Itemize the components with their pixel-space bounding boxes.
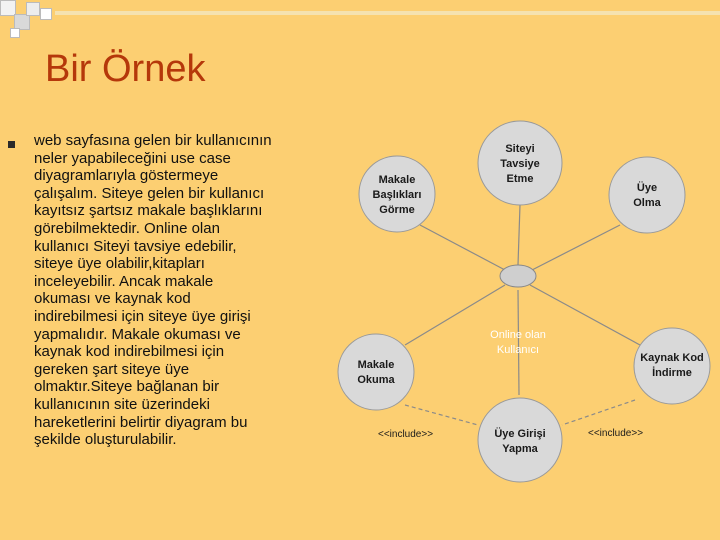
line-to-tavsiye [518,205,520,265]
usecase-okuma-l2: Okuma [357,374,395,386]
slide-title: Bir Örnek [45,48,206,90]
usecase-kaynak-kod [634,328,710,404]
line-to-basliklar [420,225,505,270]
usecase-kaynak-l1: Kaynak Kod [640,352,704,364]
usecase-tavsiye-l2: Tavsiye [500,158,540,170]
bullet-text: web sayfasına gelen bir kullanıcının neler yapabileceğini use case diyagramlarıyla göstermeye çalışalım. Siteye gelen bir kullanıcı kayıtsız şartsız makale başlıklarını görebilmektedir. Online olan kullanıcı Siteyi tavsiye edebilir, siteye üye olabilir,kitapları inceleyebilir. Ancak makale okuması ve kaynak kod indirebilmesi için siteye üye girişi yapmalıdır. Makale okuması ve kaynak kod indirebilmesi için gereken şart siteye üye olmaktır.Siteye bağlanan bir kullanıcının site üzerindeki hareketlerini belirtir diyagram bu şekilde oluşturulabilir. [34,132,272,449]
actor-label-line1: Online olan [490,329,546,341]
usecase-uye-girisi [478,398,562,482]
usecase-okuma-l1: Makale [357,359,395,371]
usecase-giris-l2: Yapma [502,443,538,455]
usecase-basliklar-l1: Makale [378,174,416,186]
include-line-right [562,400,635,425]
actor-label-line2: Kullanıcı [496,344,540,356]
usecase-makale-okuma [338,334,414,410]
usecase-uye-olma-l2: Olma [633,197,661,209]
include-line-left [405,405,478,425]
diagram-lines [405,205,640,425]
line-to-uye-girisi [518,290,519,395]
line-to-uye-olma [532,225,620,270]
usecase-uye-olma-l1: Üye [636,182,658,194]
actor-node [500,265,536,287]
include-label-right: <<include>> [588,428,644,439]
usecase-kaynak-l2: İndirme [652,367,692,379]
usecase-basliklar-l2: Başlıkları [372,189,422,201]
usecase-basliklar-l3: Görme [379,204,415,216]
usecase-tavsiye-l1: Siteyi [505,143,535,155]
usecase-giris-l1: Üye Girişi [494,428,546,440]
usecase-tavsiye-l3: Etme [506,173,534,185]
usecase-uye-olma [609,157,685,233]
line-to-kaynak-kod [530,285,640,345]
include-label-left: <<include>> [378,429,434,440]
